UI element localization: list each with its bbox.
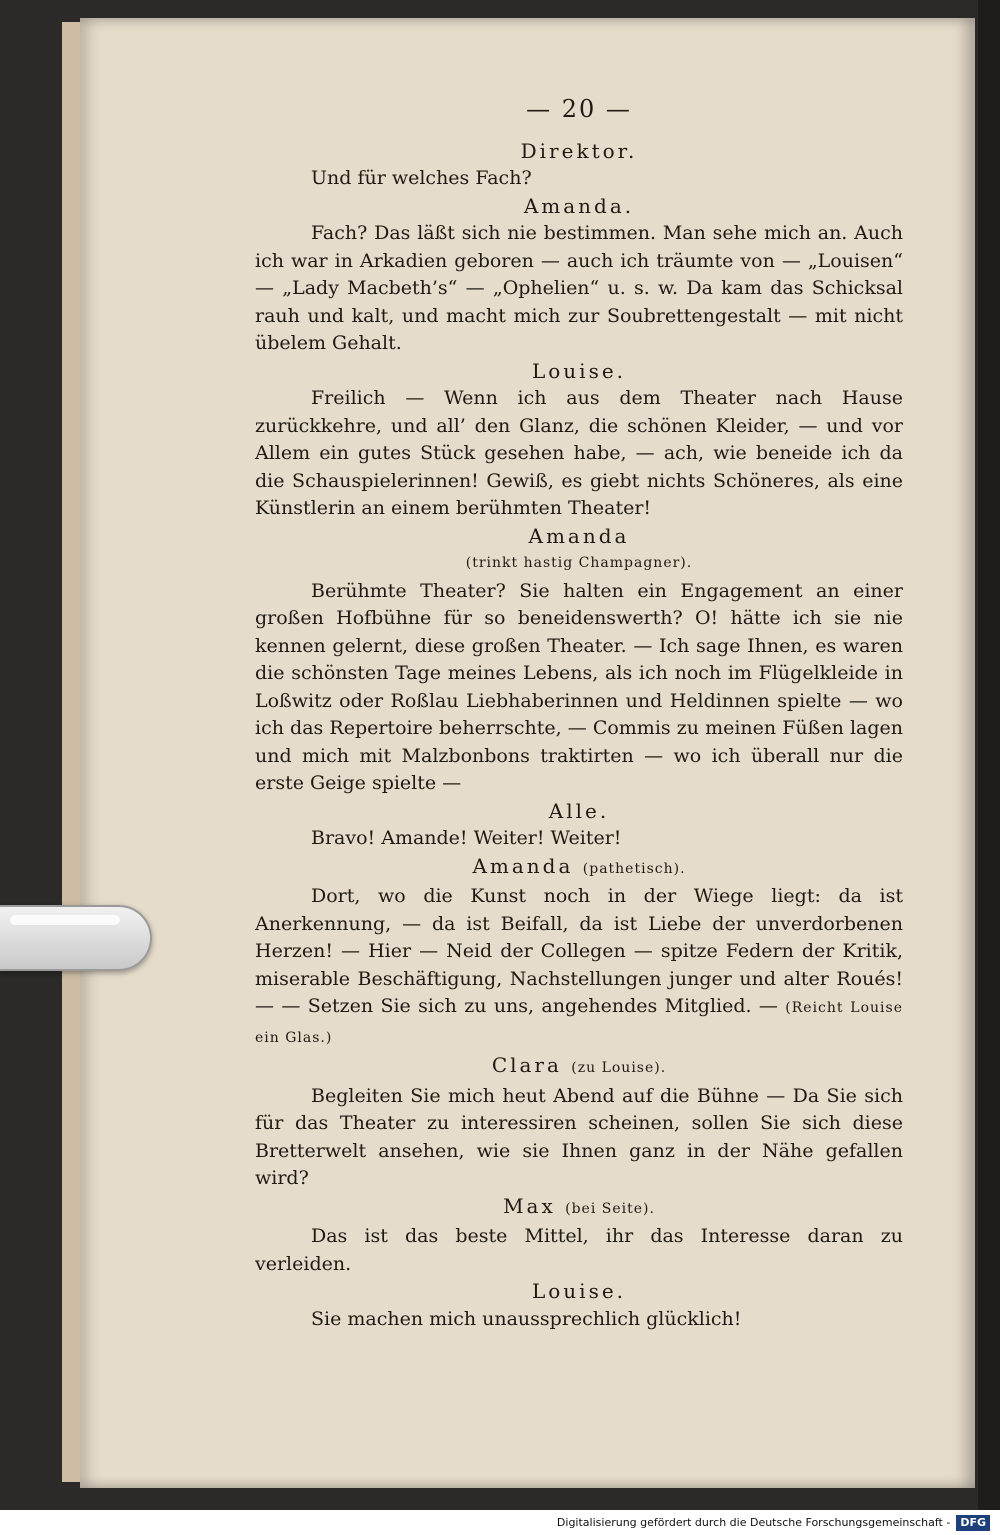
paper-clip-icon bbox=[0, 905, 152, 971]
dialogue-text: Dort, wo die Kunst noch in der Wiege liegt: da ist Anerkennung, — da ist Beifall, da ist Liebe der unverdorbenen Herzen! — Hier — Neid der Collegen — spitze Federn der Kritik, miserable Beschäftigung, Nachstellungen junger und alter Roués! — — Setzen Sie sich zu uns, angehendes Mitglied. — bbox=[255, 885, 903, 1017]
dialogue-paragraph bbox=[255, 825, 903, 853]
stage-direction: (trinkt hastig Champagner). bbox=[465, 555, 693, 571]
speaker-label: Direktor. bbox=[520, 138, 638, 163]
dialogue-text: Das ist das beste Mittel, ihr das Interesse daran zu verleiden. bbox=[255, 1225, 903, 1275]
dialogue-text: Bravo! Amande! Weiter! Weiter! bbox=[311, 827, 622, 849]
dialogue-text: Sie machen mich unaussprechlich glücklich! bbox=[311, 1307, 742, 1330]
book-spine-edge bbox=[978, 0, 1000, 1510]
speaker-name bbox=[255, 1052, 903, 1083]
stage-direction: (bei Seite). bbox=[565, 1200, 655, 1217]
speaker-label: Clara bbox=[491, 1053, 562, 1077]
speaker-name bbox=[255, 138, 903, 166]
speaker-name bbox=[255, 358, 903, 386]
speaker-name bbox=[255, 1193, 903, 1224]
dialogue-text: Und für welches Fach? bbox=[311, 167, 532, 189]
dialogue-paragraph bbox=[255, 1306, 903, 1334]
dialogue-paragraph bbox=[255, 1223, 903, 1278]
speaker-label: Amanda bbox=[472, 853, 574, 878]
speaker-label: Amanda bbox=[528, 523, 630, 548]
speaker-name bbox=[255, 798, 903, 826]
stage-direction: (Reicht Louise ein Glas.) bbox=[255, 1000, 903, 1046]
speaker-label: Louise. bbox=[531, 358, 627, 383]
stage-direction: (pathetisch). bbox=[582, 860, 686, 877]
page-text bbox=[255, 96, 903, 1333]
speaker-label: Alle. bbox=[548, 798, 610, 823]
speaker-name bbox=[255, 1278, 903, 1306]
digitization-footer bbox=[0, 1511, 1000, 1535]
play-dialogue bbox=[255, 138, 903, 1334]
speaker-name bbox=[255, 853, 903, 884]
dialogue-paragraph bbox=[255, 578, 903, 798]
dialogue-paragraph bbox=[255, 1083, 903, 1193]
dialogue-paragraph bbox=[255, 220, 903, 358]
dfg-logo: DFG bbox=[956, 1515, 990, 1531]
dialogue-text: Begleiten Sie mich heut Abend auf die Bühne — Da Sie sich für das Theater zu interessiren scheinen, sollen Sie sich diese Bretterwelt ansehen, wie sie Ihnen ganz in der Nähe gefallen wird? bbox=[255, 1084, 903, 1189]
page-number: — 20 — bbox=[526, 95, 632, 123]
dialogue-text: Berühmte Theater? Sie halten ein Engagement an einer großen Hofbühne für so beneidenswerth? O! hätte ich sie nie kennen gelernt, diese großen Theater. — Ich sage Ihnen, es waren die schönsten Tage meines Lebens, als ich noch im Flügelkleide in Loßwitz oder Roßlau Liebhaberinnen und Heldinnen spielte — wo ich das Repertoire beherrschte, — Commis zu meinen Füßen lagen und mich mit Malzbonbons traktirten — wo ich überall nur die erste Geige spielte — bbox=[255, 579, 903, 794]
speaker-label: Max bbox=[503, 1193, 556, 1218]
dialogue-paragraph bbox=[255, 883, 903, 1052]
speaker-label: Louise. bbox=[531, 1279, 627, 1303]
speaker-name bbox=[255, 523, 903, 551]
dialogue-text: Freilich — Wenn ich aus dem Theater nach Hause zurückkehre, und all’ den Glanz, die schönen Kleider, — und vor Allem ein gutes Stück gesehen habe, — ach, wie beneide ich da die Schauspielerinnen! Gewiß, es giebt nichts Schöneres, als eine Künstlerin an einem berühmten Theater! bbox=[255, 387, 903, 519]
speaker-label: Amanda. bbox=[523, 193, 635, 218]
dialogue-paragraph bbox=[255, 385, 903, 523]
dialogue-paragraph bbox=[255, 165, 903, 193]
footer-text: Digitalisierung gefördert durch die Deutsche Forschungsgemeinschaft - bbox=[556, 1516, 951, 1529]
stage-direction: (zu Louise). bbox=[571, 1060, 667, 1076]
dialogue-text: Fach? Das läßt sich nie bestimmen. Man sehe mich an. Auch ich war in Arkadien geboren — auch ich träumte von — „Louisen“ — „Lady Macbeth’s“ — „Ophelien“ u. s. w. Da kam das Schicksal rauh und kalt, und macht mich zur Soubrettengestalt — mit nicht übelem Gehalt. bbox=[255, 222, 903, 354]
speaker-name bbox=[255, 193, 903, 221]
